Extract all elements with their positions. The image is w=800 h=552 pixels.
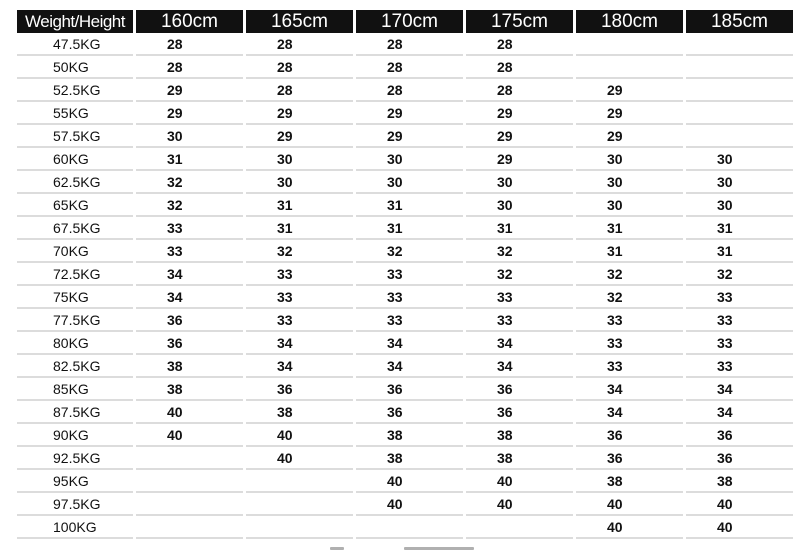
- size-cell: 31: [686, 240, 793, 263]
- header-170cm: 170cm: [356, 10, 463, 33]
- size-cell: 29: [576, 102, 683, 125]
- size-cell: 40: [136, 424, 243, 447]
- size-cell: 28: [356, 79, 463, 102]
- weight-label: 77.5KG: [17, 309, 133, 332]
- size-cell: 36: [356, 378, 463, 401]
- size-cell: 38: [466, 424, 573, 447]
- size-cell: [466, 516, 573, 539]
- header-160cm: 160cm: [136, 10, 243, 33]
- size-cell: 31: [356, 217, 463, 240]
- size-cell: 31: [466, 217, 573, 240]
- size-cell: 40: [576, 493, 683, 516]
- weight-label: 90KG: [17, 424, 133, 447]
- size-cell: 28: [246, 33, 353, 56]
- weight-label: 57.5KG: [17, 125, 133, 148]
- size-cell: 31: [136, 148, 243, 171]
- size-cell: 34: [686, 378, 793, 401]
- size-cell: 30: [576, 171, 683, 194]
- weight-label: 47.5KG: [17, 33, 133, 56]
- size-cell: 34: [576, 378, 683, 401]
- size-cell: [246, 493, 353, 516]
- size-cell: 30: [356, 171, 463, 194]
- size-cell: 34: [136, 286, 243, 309]
- size-cell: 33: [576, 332, 683, 355]
- bottom-mark-2: [404, 547, 474, 550]
- weight-label: 60KG: [17, 148, 133, 171]
- size-cell: 33: [686, 355, 793, 378]
- size-cell: 30: [356, 148, 463, 171]
- size-cell: 32: [686, 263, 793, 286]
- size-cell: 33: [576, 355, 683, 378]
- size-cell: 30: [246, 171, 353, 194]
- size-cell: [576, 56, 683, 79]
- size-cell: 38: [466, 447, 573, 470]
- size-cell: 31: [576, 240, 683, 263]
- size-cell: [686, 102, 793, 125]
- size-cell: 36: [466, 378, 573, 401]
- size-cell: 30: [576, 194, 683, 217]
- weight-label: 65KG: [17, 194, 133, 217]
- weight-label: 67.5KG: [17, 217, 133, 240]
- size-cell: 34: [356, 355, 463, 378]
- size-cell: 33: [136, 240, 243, 263]
- size-cell: 38: [356, 447, 463, 470]
- size-cell: 36: [246, 378, 353, 401]
- size-cell: 30: [686, 194, 793, 217]
- size-cell: [136, 447, 243, 470]
- size-cell: 36: [576, 424, 683, 447]
- size-cell: 40: [136, 401, 243, 424]
- size-cell: 40: [356, 470, 463, 493]
- size-cell: 33: [686, 309, 793, 332]
- size-cell: 38: [246, 401, 353, 424]
- header-185cm: 185cm: [686, 10, 793, 33]
- size-cell: 29: [576, 125, 683, 148]
- size-cell: 28: [246, 79, 353, 102]
- size-cell: 36: [686, 447, 793, 470]
- size-cell: 29: [136, 102, 243, 125]
- size-cell: 40: [356, 493, 463, 516]
- size-cell: 28: [466, 56, 573, 79]
- size-cell: 33: [246, 286, 353, 309]
- size-cell: 30: [466, 194, 573, 217]
- size-cell: 32: [136, 194, 243, 217]
- size-cell: 29: [576, 79, 683, 102]
- size-cell: 33: [356, 309, 463, 332]
- size-cell: 34: [246, 332, 353, 355]
- weight-label: 95KG: [17, 470, 133, 493]
- bottom-mark-1: [330, 547, 344, 550]
- size-cell: 31: [576, 217, 683, 240]
- size-cell: 29: [356, 125, 463, 148]
- size-cell: [136, 516, 243, 539]
- size-cell: 29: [136, 79, 243, 102]
- size-cell: 28: [356, 56, 463, 79]
- size-cell: 34: [356, 332, 463, 355]
- size-cell: 33: [686, 332, 793, 355]
- header-175cm: 175cm: [466, 10, 573, 33]
- size-cell: [686, 125, 793, 148]
- size-cell: 28: [356, 33, 463, 56]
- size-cell: 40: [466, 493, 573, 516]
- size-cell: 30: [246, 148, 353, 171]
- size-cell: 33: [466, 286, 573, 309]
- weight-label: 100KG: [17, 516, 133, 539]
- header-weight-height: Weight/Height: [17, 10, 133, 33]
- size-cell: 29: [466, 148, 573, 171]
- size-cell: 32: [576, 286, 683, 309]
- size-cell: 40: [686, 493, 793, 516]
- size-cell: [686, 33, 793, 56]
- size-cell: 31: [686, 217, 793, 240]
- size-cell: 30: [136, 125, 243, 148]
- size-cell: 34: [466, 332, 573, 355]
- size-cell: 33: [246, 309, 353, 332]
- size-cell: 40: [686, 516, 793, 539]
- weight-label: 72.5KG: [17, 263, 133, 286]
- size-cell: 33: [356, 286, 463, 309]
- size-cell: 33: [576, 309, 683, 332]
- size-cell: [686, 56, 793, 79]
- size-cell: 34: [686, 401, 793, 424]
- size-cell: 38: [356, 424, 463, 447]
- size-cell: 36: [136, 332, 243, 355]
- size-cell: 33: [686, 286, 793, 309]
- weight-label: 52.5KG: [17, 79, 133, 102]
- weight-label: 62.5KG: [17, 171, 133, 194]
- weight-label: 92.5KG: [17, 447, 133, 470]
- size-cell: 40: [466, 470, 573, 493]
- size-cell: 30: [576, 148, 683, 171]
- size-cell: 36: [576, 447, 683, 470]
- size-cell: 31: [356, 194, 463, 217]
- size-cell: 40: [246, 447, 353, 470]
- size-cell: 29: [246, 125, 353, 148]
- size-cell: 36: [356, 401, 463, 424]
- size-cell: 32: [136, 171, 243, 194]
- size-cell: 33: [356, 263, 463, 286]
- size-cell: 29: [466, 102, 573, 125]
- size-cell: 33: [246, 263, 353, 286]
- weight-label: 55KG: [17, 102, 133, 125]
- size-cell: 28: [136, 33, 243, 56]
- weight-label: 82.5KG: [17, 355, 133, 378]
- weight-label: 85KG: [17, 378, 133, 401]
- size-cell: [246, 516, 353, 539]
- size-cell: 30: [466, 171, 573, 194]
- size-cell: 31: [246, 194, 353, 217]
- size-cell: 34: [466, 355, 573, 378]
- size-cell: 28: [466, 79, 573, 102]
- size-cell: 33: [466, 309, 573, 332]
- size-cell: 32: [466, 263, 573, 286]
- size-cell: 40: [246, 424, 353, 447]
- size-chart-table: [17, 10, 793, 539]
- size-cell: 29: [246, 102, 353, 125]
- size-cell: 36: [136, 309, 243, 332]
- size-cell: 32: [466, 240, 573, 263]
- size-cell: 29: [466, 125, 573, 148]
- size-cell: 28: [246, 56, 353, 79]
- size-cell: [246, 470, 353, 493]
- size-cell: 29: [356, 102, 463, 125]
- size-cell: 36: [466, 401, 573, 424]
- weight-label: 50KG: [17, 56, 133, 79]
- weight-label: 80KG: [17, 332, 133, 355]
- size-cell: 34: [246, 355, 353, 378]
- size-cell: 31: [246, 217, 353, 240]
- size-cell: 38: [686, 470, 793, 493]
- size-cell: 34: [136, 263, 243, 286]
- size-cell: 32: [246, 240, 353, 263]
- size-cell: 30: [686, 171, 793, 194]
- size-cell: 32: [356, 240, 463, 263]
- size-cell: [356, 516, 463, 539]
- header-180cm: 180cm: [576, 10, 683, 33]
- weight-label: 87.5KG: [17, 401, 133, 424]
- size-cell: 38: [136, 355, 243, 378]
- size-cell: 33: [136, 217, 243, 240]
- size-cell: 32: [576, 263, 683, 286]
- size-cell: 30: [686, 148, 793, 171]
- size-cell: 40: [576, 516, 683, 539]
- size-cell: 36: [686, 424, 793, 447]
- size-cell: 38: [576, 470, 683, 493]
- weight-label: 97.5KG: [17, 493, 133, 516]
- bottom-strip: [0, 545, 800, 552]
- size-cell: 34: [576, 401, 683, 424]
- size-cell: 28: [466, 33, 573, 56]
- size-cell: [136, 470, 243, 493]
- header-165cm: 165cm: [246, 10, 353, 33]
- size-cell: [136, 493, 243, 516]
- size-cell: 38: [136, 378, 243, 401]
- weight-label: 75KG: [17, 286, 133, 309]
- size-cell: [686, 79, 793, 102]
- weight-label: 70KG: [17, 240, 133, 263]
- size-cell: [576, 33, 683, 56]
- size-cell: 28: [136, 56, 243, 79]
